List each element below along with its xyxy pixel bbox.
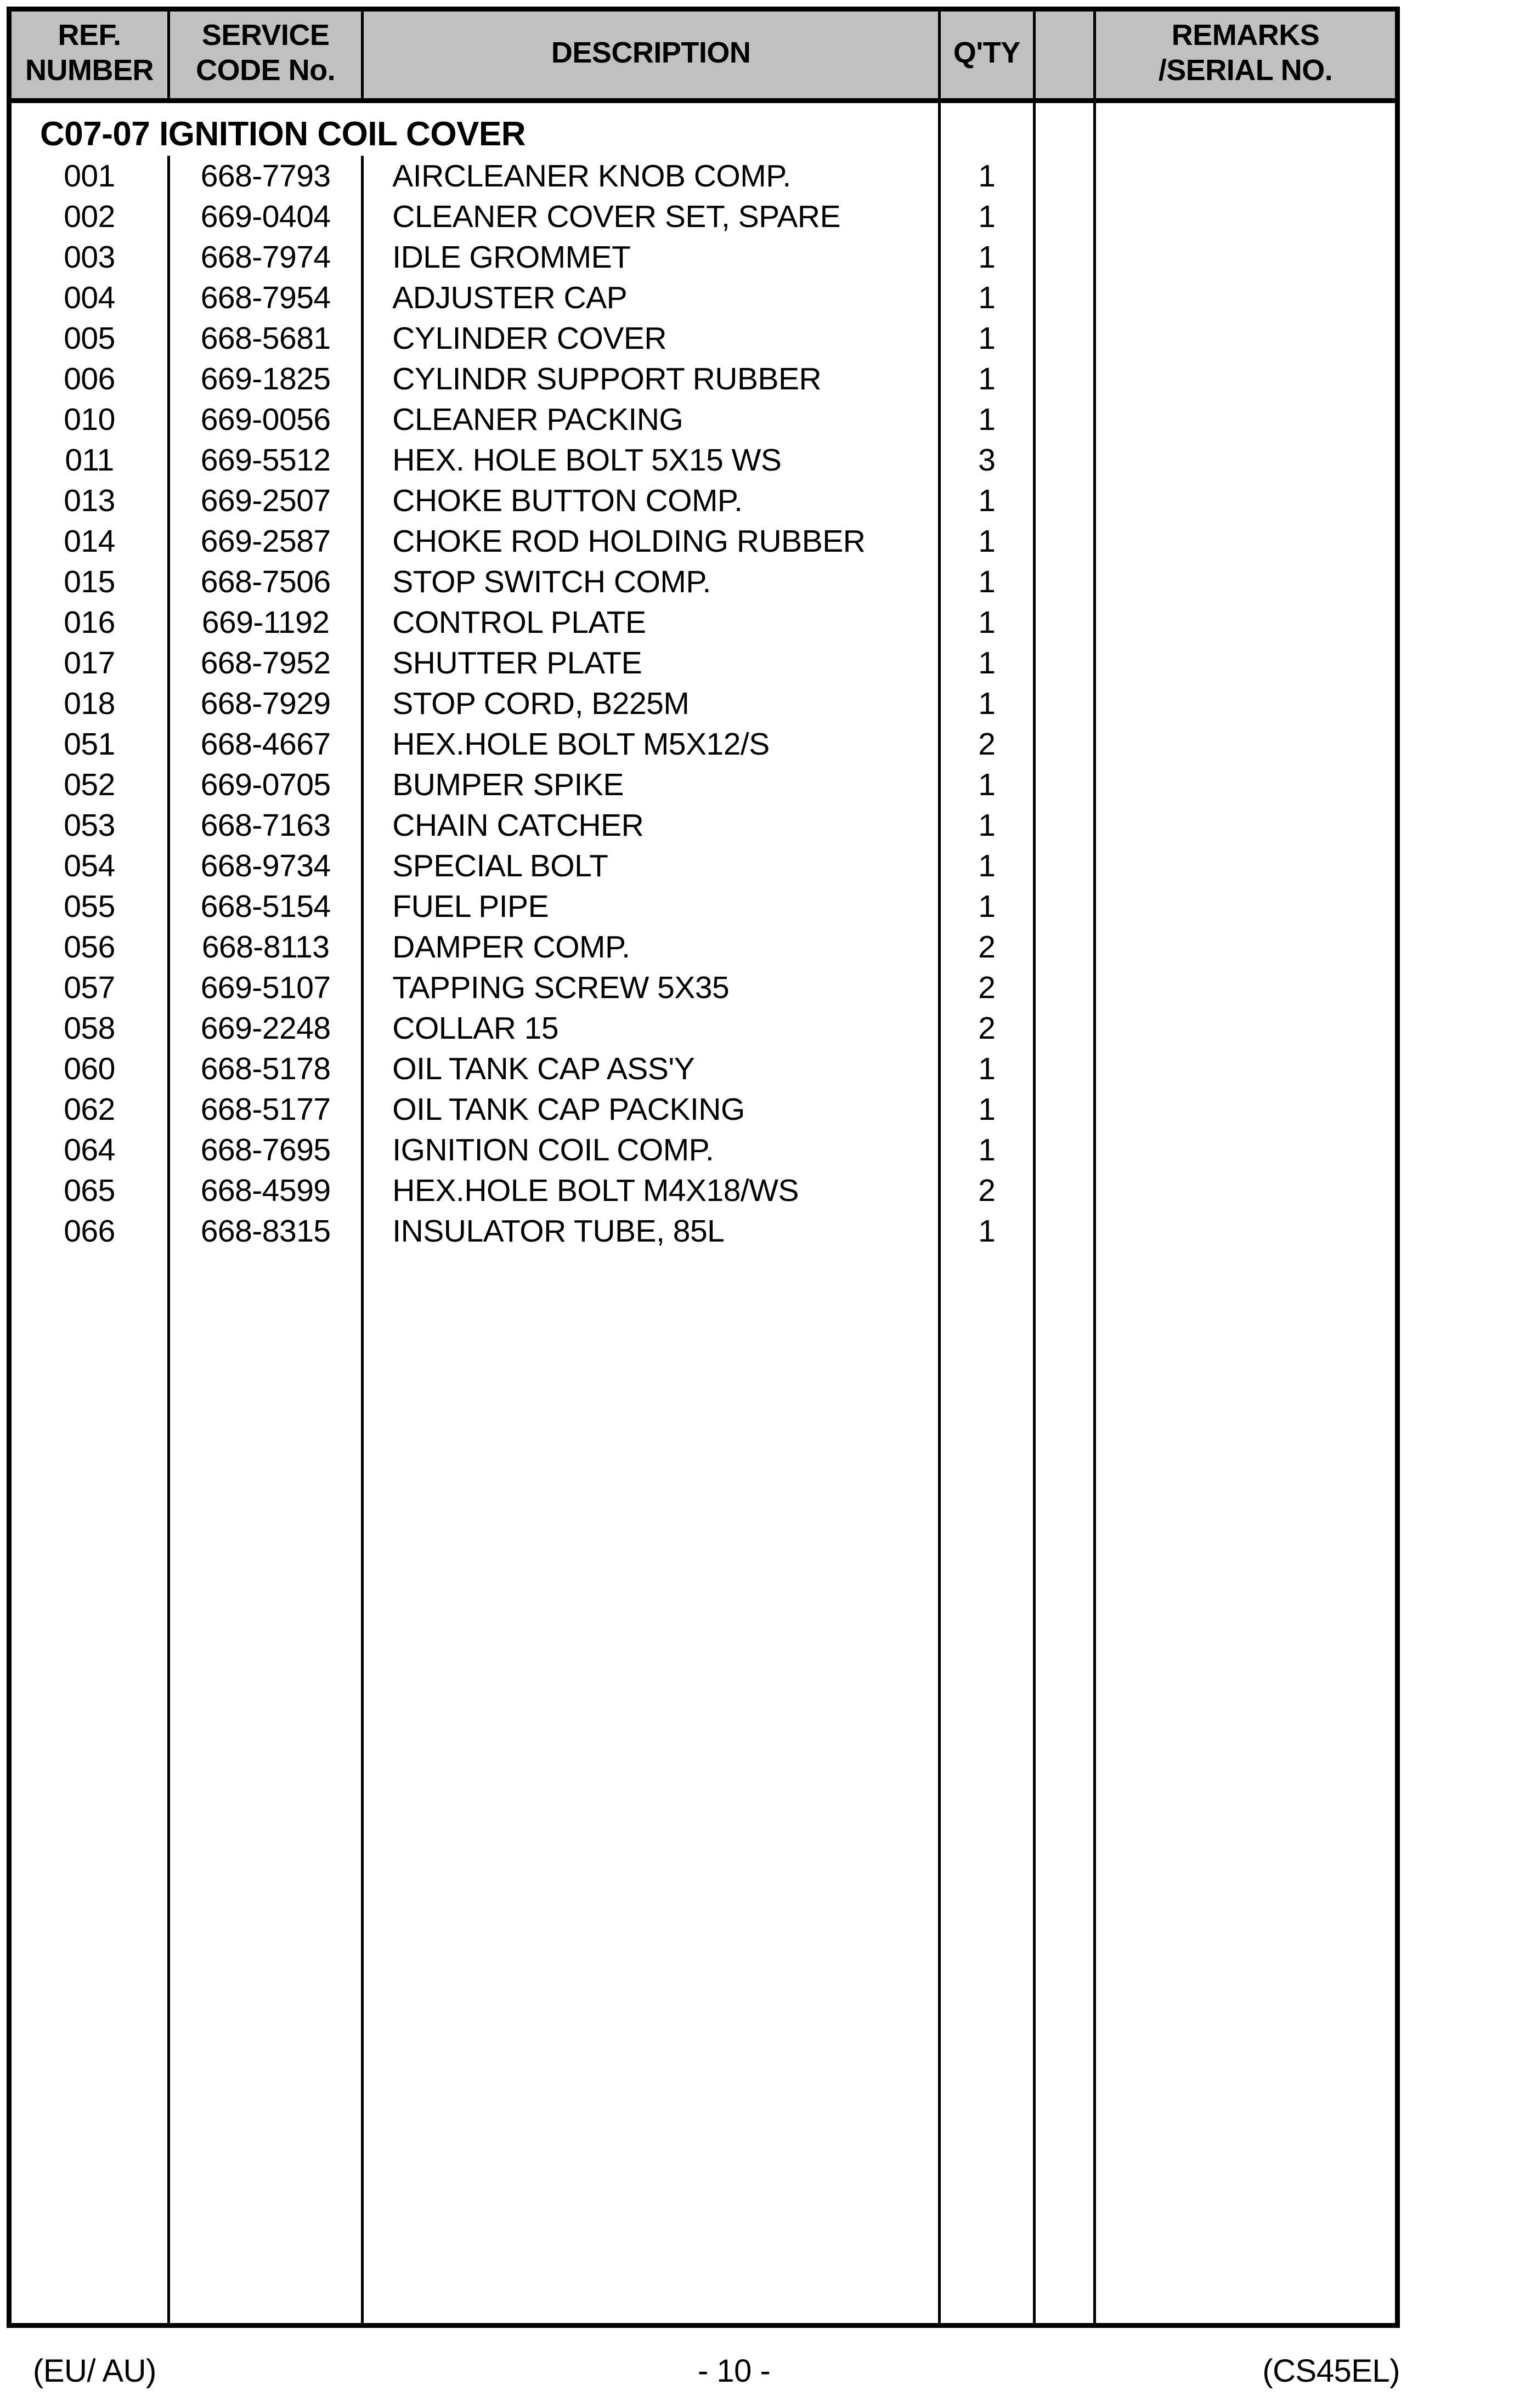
cell-remarks — [1095, 602, 1398, 643]
filler-desc — [363, 1251, 940, 2326]
cell-qty: 1 — [940, 196, 1035, 237]
remarks-line-1: REMARKS — [1171, 19, 1320, 52]
cell-service-code: 669-2507 — [169, 480, 363, 521]
cell-ref-number: 013 — [9, 480, 169, 521]
table-filler-row — [9, 1251, 1398, 2326]
cell-qty: 1 — [940, 886, 1035, 927]
section-blank-cell — [1034, 101, 1094, 156]
column-header-description — [363, 9, 940, 101]
cell-blank — [1034, 724, 1094, 764]
cell-qty: 2 — [940, 927, 1035, 967]
cell-service-code: 669-5512 — [169, 440, 363, 480]
cell-remarks — [1095, 562, 1398, 602]
cell-ref-number: 058 — [9, 1008, 169, 1049]
cell-service-code: 668-7929 — [169, 683, 363, 724]
table-row — [9, 846, 1398, 886]
cell-remarks — [1095, 196, 1398, 237]
table-row — [9, 1008, 1398, 1049]
ref-number-line-1: REF. — [58, 19, 121, 52]
cell-description: STOP SWITCH COMP. — [363, 562, 940, 602]
cell-qty: 1 — [940, 764, 1035, 805]
remarks-line-2: /SERIAL NO. — [1158, 54, 1333, 87]
column-header-service-code — [169, 9, 363, 101]
table-row — [9, 237, 1398, 277]
column-header-remarks — [1095, 9, 1398, 101]
section-title-row — [9, 101, 1398, 156]
cell-remarks — [1095, 318, 1398, 359]
cell-blank — [1034, 1170, 1094, 1211]
cell-remarks — [1095, 967, 1398, 1008]
cell-remarks — [1095, 399, 1398, 440]
cell-blank — [1034, 156, 1094, 196]
table-row — [9, 805, 1398, 846]
cell-ref-number: 057 — [9, 967, 169, 1008]
footer-market: (EU/ AU) — [33, 2353, 156, 2389]
cell-description: CHOKE BUTTON COMP. — [363, 480, 940, 521]
cell-qty: 1 — [940, 805, 1035, 846]
cell-qty: 1 — [940, 156, 1035, 196]
table-row — [9, 724, 1398, 764]
cell-qty: 1 — [940, 237, 1035, 277]
column-header-ref-number — [9, 9, 169, 101]
cell-ref-number: 014 — [9, 521, 169, 562]
cell-ref-number: 017 — [9, 643, 169, 683]
cell-service-code: 668-7506 — [169, 562, 363, 602]
cell-service-code: 669-2248 — [169, 1008, 363, 1049]
cell-remarks — [1095, 237, 1398, 277]
cell-service-code: 668-7954 — [169, 277, 363, 318]
cell-blank — [1034, 237, 1094, 277]
cell-service-code: 668-8113 — [169, 927, 363, 967]
cell-service-code: 668-7163 — [169, 805, 363, 846]
cell-description: SHUTTER PLATE — [363, 643, 940, 683]
cell-remarks — [1095, 764, 1398, 805]
cell-description: BUMPER SPIKE — [363, 764, 940, 805]
cell-description: HEX.HOLE BOLT M5X12/S — [363, 724, 940, 764]
cell-remarks — [1095, 886, 1398, 927]
cell-blank — [1034, 967, 1094, 1008]
cell-qty: 1 — [940, 399, 1035, 440]
cell-service-code: 669-1825 — [169, 359, 363, 399]
cell-ref-number: 065 — [9, 1170, 169, 1211]
cell-service-code: 669-0705 — [169, 764, 363, 805]
cell-description: CHOKE ROD HOLDING RUBBER — [363, 521, 940, 562]
cell-service-code: 668-5154 — [169, 886, 363, 927]
table-row — [9, 967, 1398, 1008]
cell-blank — [1034, 643, 1094, 683]
description-label: DESCRIPTION — [551, 36, 751, 70]
cell-qty: 1 — [940, 643, 1035, 683]
table-row — [9, 521, 1398, 562]
cell-ref-number: 002 — [9, 196, 169, 237]
cell-qty: 1 — [940, 1049, 1035, 1089]
cell-ref-number: 051 — [9, 724, 169, 764]
cell-qty: 2 — [940, 724, 1035, 764]
cell-service-code: 669-0056 — [169, 399, 363, 440]
cell-ref-number: 066 — [9, 1211, 169, 1251]
cell-remarks — [1095, 440, 1398, 480]
cell-remarks — [1095, 724, 1398, 764]
cell-remarks — [1095, 1089, 1398, 1130]
cell-service-code: 668-7974 — [169, 237, 363, 277]
table-row — [9, 277, 1398, 318]
cell-blank — [1034, 359, 1094, 399]
cell-remarks — [1095, 359, 1398, 399]
filler-qty — [940, 1251, 1035, 2326]
table-row — [9, 1130, 1398, 1170]
cell-service-code: 669-0404 — [169, 196, 363, 237]
parts-table — [7, 7, 1400, 2328]
table-row — [9, 440, 1398, 480]
cell-blank — [1034, 1089, 1094, 1130]
table-row — [9, 318, 1398, 359]
cell-description: HEX. HOLE BOLT 5X15 WS — [363, 440, 940, 480]
cell-qty: 2 — [940, 1170, 1035, 1211]
cell-description: COLLAR 15 — [363, 1008, 940, 1049]
cell-description: HEX.HOLE BOLT M4X18/WS — [363, 1170, 940, 1211]
cell-ref-number: 004 — [9, 277, 169, 318]
section-qty-cell — [940, 101, 1035, 156]
cell-ref-number: 053 — [9, 805, 169, 846]
cell-service-code: 668-9734 — [169, 846, 363, 886]
cell-service-code: 668-7952 — [169, 643, 363, 683]
cell-blank — [1034, 196, 1094, 237]
cell-description: SPECIAL BOLT — [363, 846, 940, 886]
ref-number-line-2: NUMBER — [25, 54, 154, 87]
cell-qty: 1 — [940, 521, 1035, 562]
cell-qty: 2 — [940, 967, 1035, 1008]
cell-description: OIL TANK CAP ASS'Y — [363, 1049, 940, 1089]
table-header-row — [9, 9, 1398, 101]
table-row — [9, 156, 1398, 196]
cell-remarks — [1095, 643, 1398, 683]
cell-service-code: 668-4667 — [169, 724, 363, 764]
cell-remarks — [1095, 1130, 1398, 1170]
cell-blank — [1034, 562, 1094, 602]
cell-blank — [1034, 1049, 1094, 1089]
cell-blank — [1034, 927, 1094, 967]
cell-ref-number: 003 — [9, 237, 169, 277]
table-row — [9, 399, 1398, 440]
footer-model: (CS45EL) — [1262, 2353, 1400, 2389]
cell-blank — [1034, 1211, 1094, 1251]
cell-qty: 1 — [940, 846, 1035, 886]
table-row — [9, 196, 1398, 237]
cell-description: FUEL PIPE — [363, 886, 940, 927]
cell-description: IDLE GROMMET — [363, 237, 940, 277]
cell-remarks — [1095, 521, 1398, 562]
cell-ref-number: 015 — [9, 562, 169, 602]
filler-remarks — [1095, 1251, 1398, 2326]
cell-ref-number: 018 — [9, 683, 169, 724]
cell-qty: 1 — [940, 359, 1035, 399]
qty-label: Q'TY — [953, 36, 1020, 70]
cell-blank — [1034, 277, 1094, 318]
cell-remarks — [1095, 846, 1398, 886]
cell-description: CHAIN CATCHER — [363, 805, 940, 846]
table-row — [9, 643, 1398, 683]
table-row — [9, 562, 1398, 602]
cell-ref-number: 001 — [9, 156, 169, 196]
section-title: C07-07 IGNITION COIL COVER — [40, 115, 526, 153]
table-row — [9, 886, 1398, 927]
cell-remarks — [1095, 1170, 1398, 1211]
cell-qty: 1 — [940, 1130, 1035, 1170]
table-row — [9, 764, 1398, 805]
cell-blank — [1034, 683, 1094, 724]
footer-page-number: - 10 - — [698, 2353, 771, 2389]
cell-qty: 1 — [940, 318, 1035, 359]
filler-blank — [1034, 1251, 1094, 2326]
cell-blank — [1034, 764, 1094, 805]
cell-remarks — [1095, 156, 1398, 196]
cell-ref-number: 011 — [9, 440, 169, 480]
cell-service-code: 668-7695 — [169, 1130, 363, 1170]
cell-ref-number: 016 — [9, 602, 169, 643]
cell-blank — [1034, 886, 1094, 927]
cell-description: CYLINDER COVER — [363, 318, 940, 359]
cell-remarks — [1095, 480, 1398, 521]
cell-ref-number: 005 — [9, 318, 169, 359]
cell-ref-number: 064 — [9, 1130, 169, 1170]
cell-service-code: 668-5178 — [169, 1049, 363, 1089]
cell-description: STOP CORD, B225M — [363, 683, 940, 724]
table-row — [9, 927, 1398, 967]
cell-blank — [1034, 1130, 1094, 1170]
cell-description: CONTROL PLATE — [363, 602, 940, 643]
cell-description: INSULATOR TUBE, 85L — [363, 1211, 940, 1251]
cell-description: CLEANER COVER SET, SPARE — [363, 196, 940, 237]
cell-qty: 1 — [940, 602, 1035, 643]
cell-service-code: 668-7793 — [169, 156, 363, 196]
cell-qty: 1 — [940, 480, 1035, 521]
cell-ref-number: 060 — [9, 1049, 169, 1089]
table-row — [9, 602, 1398, 643]
section-title-cell — [9, 101, 940, 156]
cell-blank — [1034, 440, 1094, 480]
cell-qty: 1 — [940, 1089, 1035, 1130]
cell-service-code: 668-5177 — [169, 1089, 363, 1130]
cell-remarks — [1095, 927, 1398, 967]
cell-blank — [1034, 521, 1094, 562]
service-code-line-2: CODE No. — [196, 54, 336, 87]
cell-ref-number: 010 — [9, 399, 169, 440]
cell-blank — [1034, 480, 1094, 521]
cell-ref-number: 006 — [9, 359, 169, 399]
cell-remarks — [1095, 1008, 1398, 1049]
cell-service-code: 669-5107 — [169, 967, 363, 1008]
cell-remarks — [1095, 1211, 1398, 1251]
service-code-line-1: SERVICE — [201, 19, 330, 52]
table-row — [9, 1170, 1398, 1211]
filler-code — [169, 1251, 363, 2326]
cell-blank — [1034, 399, 1094, 440]
column-header-qty — [940, 9, 1035, 101]
column-header-blank — [1034, 9, 1094, 101]
cell-remarks — [1095, 277, 1398, 318]
cell-service-code: 668-4599 — [169, 1170, 363, 1211]
table-row — [9, 359, 1398, 399]
cell-qty: 1 — [940, 1211, 1035, 1251]
cell-service-code: 668-5681 — [169, 318, 363, 359]
cell-remarks — [1095, 1049, 1398, 1089]
cell-qty: 2 — [940, 1008, 1035, 1049]
cell-description: IGNITION COIL COMP. — [363, 1130, 940, 1170]
cell-description: DAMPER COMP. — [363, 927, 940, 967]
table-row — [9, 683, 1398, 724]
cell-qty: 1 — [940, 277, 1035, 318]
cell-ref-number: 055 — [9, 886, 169, 927]
cell-service-code: 669-1192 — [169, 602, 363, 643]
cell-blank — [1034, 805, 1094, 846]
cell-description: OIL TANK CAP PACKING — [363, 1089, 940, 1130]
cell-ref-number: 056 — [9, 927, 169, 967]
cell-description: ADJUSTER CAP — [363, 277, 940, 318]
cell-blank — [1034, 318, 1094, 359]
cell-description: AIRCLEANER KNOB COMP. — [363, 156, 940, 196]
cell-blank — [1034, 846, 1094, 886]
table-row — [9, 1211, 1398, 1251]
table-row — [9, 480, 1398, 521]
cell-service-code: 668-8315 — [169, 1211, 363, 1251]
cell-qty: 1 — [940, 562, 1035, 602]
cell-remarks — [1095, 805, 1398, 846]
cell-qty: 1 — [940, 683, 1035, 724]
cell-ref-number: 062 — [9, 1089, 169, 1130]
section-remarks-cell — [1095, 101, 1398, 156]
cell-blank — [1034, 1008, 1094, 1049]
cell-service-code: 669-2587 — [169, 521, 363, 562]
page-footer — [7, 2353, 1400, 2402]
cell-blank — [1034, 602, 1094, 643]
cell-qty: 3 — [940, 440, 1035, 480]
cell-remarks — [1095, 683, 1398, 724]
cell-description: CLEANER PACKING — [363, 399, 940, 440]
table-row — [9, 1049, 1398, 1089]
cell-ref-number: 054 — [9, 846, 169, 886]
filler-ref — [9, 1251, 169, 2326]
table-row — [9, 1089, 1398, 1130]
cell-ref-number: 052 — [9, 764, 169, 805]
cell-description: TAPPING SCREW 5X35 — [363, 967, 940, 1008]
cell-description: CYLINDR SUPPORT RUBBER — [363, 359, 940, 399]
